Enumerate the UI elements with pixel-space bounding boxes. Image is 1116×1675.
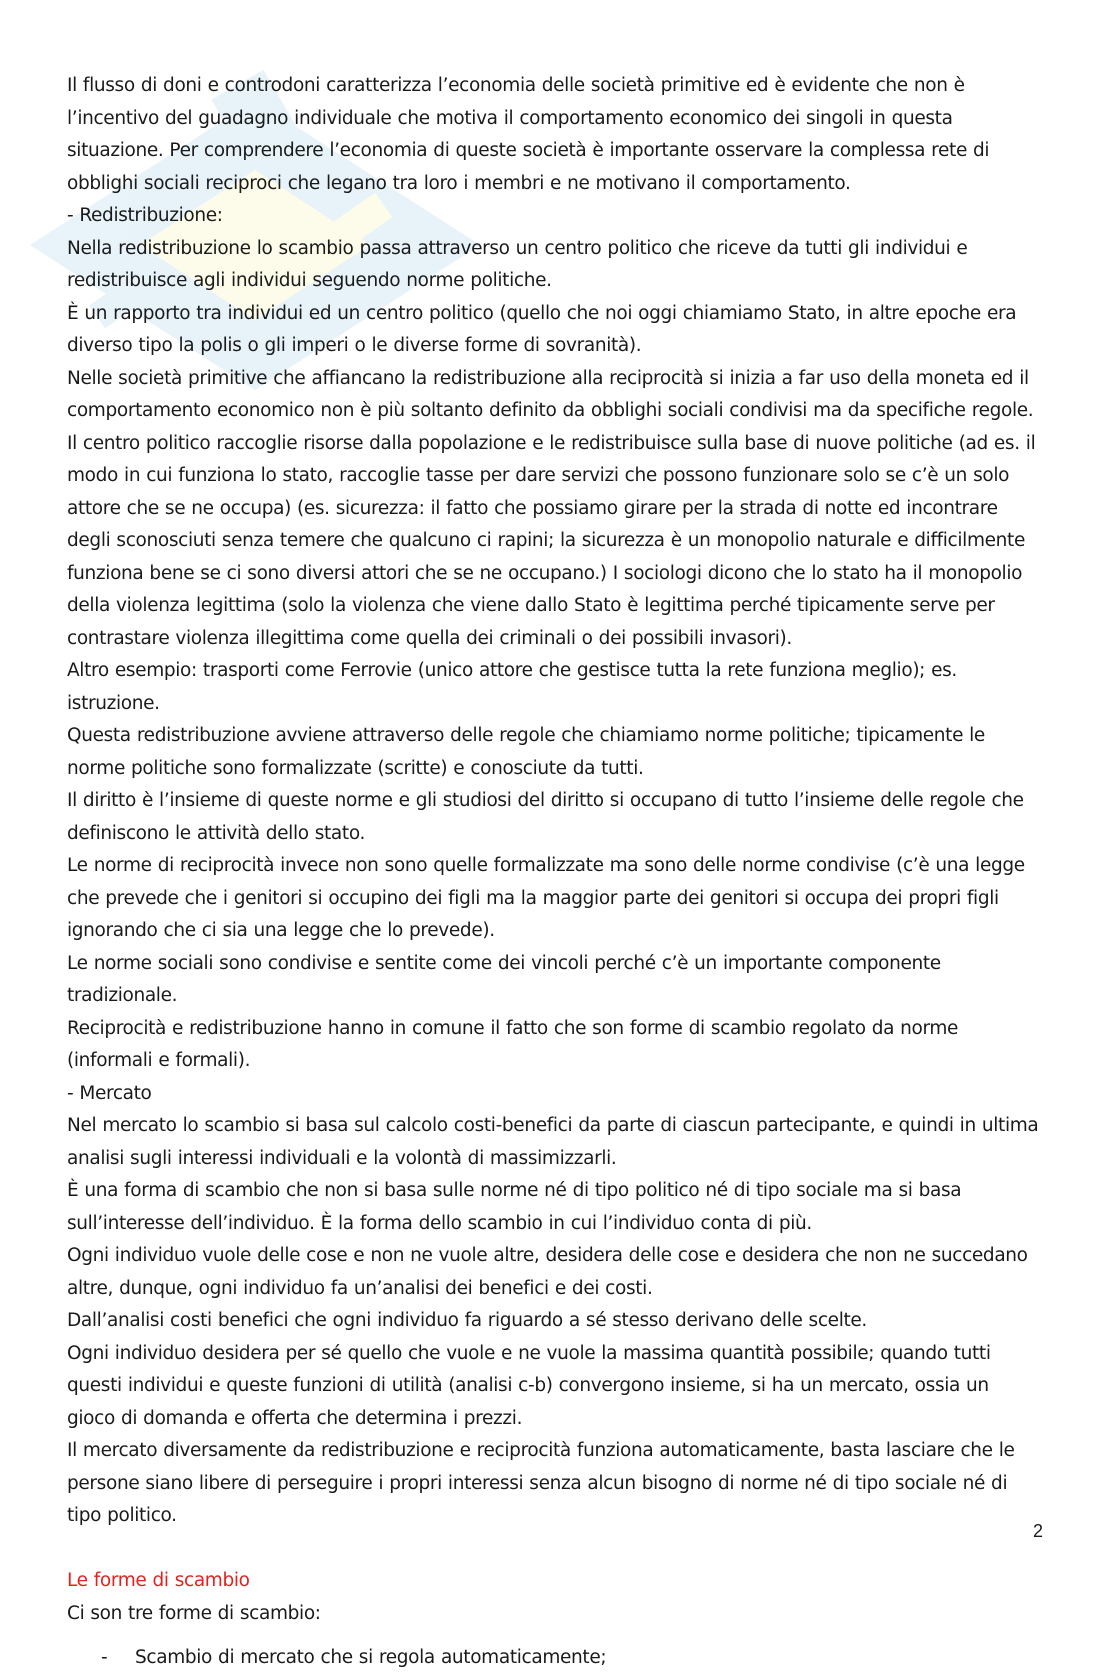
list-item-text: Scambio di mercato che si regola automaticamente;: [135, 1647, 607, 1668]
paragraph: Dall’analisi costi benefici che ogni individuo fa riguardo a sé stesso derivano delle scelte.: [67, 1310, 867, 1331]
section-heading: Le forme di scambio: [67, 1570, 250, 1591]
paragraph: Reciprocità e redistribuzione hanno in comune il fatto che son forme di scambio regolato da norme (informali e formali).: [67, 1017, 959, 1071]
document-body: [67, 70, 1042, 1675]
paragraph: È una forma di scambio che non si basa sulle norme né di tipo politico né di tipo sociale ma si basa sull’interesse dell’individuo. È la forma dello scambio in cui l’individuo conta di più.: [67, 1180, 962, 1234]
paragraph: Nella redistribuzione lo scambio passa attraverso un centro politico che riceve da tutti gli individui e redistribuisce agli individui seguendo norme politiche.: [67, 237, 968, 291]
paragraph: Il diritto è l’insieme di queste norme e gli studiosi del diritto si occupano di tutto l’insieme delle regole che definiscono le attività dello stato.: [67, 790, 1024, 844]
paragraph: Il mercato diversamente da redistribuzione e reciprocità funziona automaticamente, basta lasciare che le persone siano libere di perseguire i propri interessi senza alcun bisogno di norme né di tipo sociale né di tipo politico.: [67, 1440, 1015, 1526]
paragraph: Nel mercato lo scambio si basa sul calcolo costi-benefici da parte di ciascun partecipante, e quindi in ultima analisi sugli interessi individuali e la volontà di massimizzarli.: [67, 1115, 1039, 1169]
paragraph: Le norme di reciprocità invece non sono quelle formalizzate ma sono delle norme condivise (c’è una legge che prevede che i genitori si occupino dei figli ma la maggior parte dei genitori si occupa dei propri figli ignorando che ci sia una legge che lo prevede).: [67, 855, 1025, 941]
paragraph: Nelle società primitive che affiancano la redistribuzione alla reciprocità si inizia a far uso della moneta ed il comportamento economico non è più soltanto definito da obblighi sociali condivisi ma da specifiche regole.: [67, 367, 1034, 421]
subheading-redistribuzione: - Redistribuzione:: [67, 205, 223, 226]
paragraph: Il centro politico raccoglie risorse dalla popolazione e le redistribuisce sulla base di nuove politiche (ad es. il modo in cui funziona lo stato, raccoglie tasse per dare servizi che possono funzionare solo se c’è un solo attore che se ne occupa) (es. sicurezza: il fatto che possiamo girare per la strada di notte ed incontrare degli sconosciuti senza temere che qualcuno ci rapini; la sicurezza è un monopolio naturale e difficilmente funziona bene se ci sono diversi attori che se ne occupano.) I sociologi dicono che lo stato ha il monopolio della violenza legittima (solo la violenza che viene dallo Stato è legittima perché tipicamente serve per contrastare violenza illegittima come quella dei criminali o dei possibili invasori).: [67, 432, 1036, 649]
list-item: [67, 1642, 1042, 1675]
paragraph: Ogni individuo vuole delle cose e non ne vuole altre, desidera delle cose e desidera che non ne succedano altre, dunque, ogni individuo fa un’analisi dei benefici e dei costi.: [67, 1245, 1028, 1299]
paragraph: Questa redistribuzione avviene attraverso delle regole che chiamiamo norme politiche; tipicamente le norme politiche sono formalizzate (scritte) e conosciute da tutti.: [67, 725, 985, 779]
paragraph: È un rapporto tra individui ed un centro politico (quello che noi oggi chiamiamo Stato, in altre epoche era diverso tipo la polis o gli imperi o le diverse forme di sovranità).: [67, 302, 1017, 356]
list-bullet: -: [101, 1647, 108, 1668]
page-number: 2: [1032, 1521, 1043, 1541]
subheading-mercato: - Mercato: [67, 1082, 152, 1104]
paragraph: Il flusso di doni e controdoni caratterizza l’economia delle società primitive ed è evidente che non è l’incentivo del guadagno individuale che motiva il comportamento economico dei singoli in questa situazione. Per comprendere l’economia di queste società è importante osservare la complessa rete di obblighi sociali reciproci che legano tra loro i membri e ne motivano il comportamento.: [67, 75, 990, 194]
paragraph: Le norme sociali sono condivise e sentite come dei vincoli perché c’è un importante componente tradizionale.: [67, 952, 941, 1006]
section-intro: Ci son tre forme di scambio:: [67, 1602, 321, 1624]
exchange-forms-list: [67, 1642, 1042, 1675]
paragraph: Altro esempio: trasporti come Ferrovie (unico attore che gestisce tutta la rete funziona meglio); es. istruzione.: [67, 660, 957, 714]
paragraph: Ogni individuo desidera per sé quello che vuole e ne vuole la massima quantità possibile; quando tutti questi individui e queste funzioni di utilità (analisi c-b) convergono insieme, si ha un mercato, ossia un gioco di domanda e offerta che determina i prezzi.: [67, 1342, 991, 1429]
